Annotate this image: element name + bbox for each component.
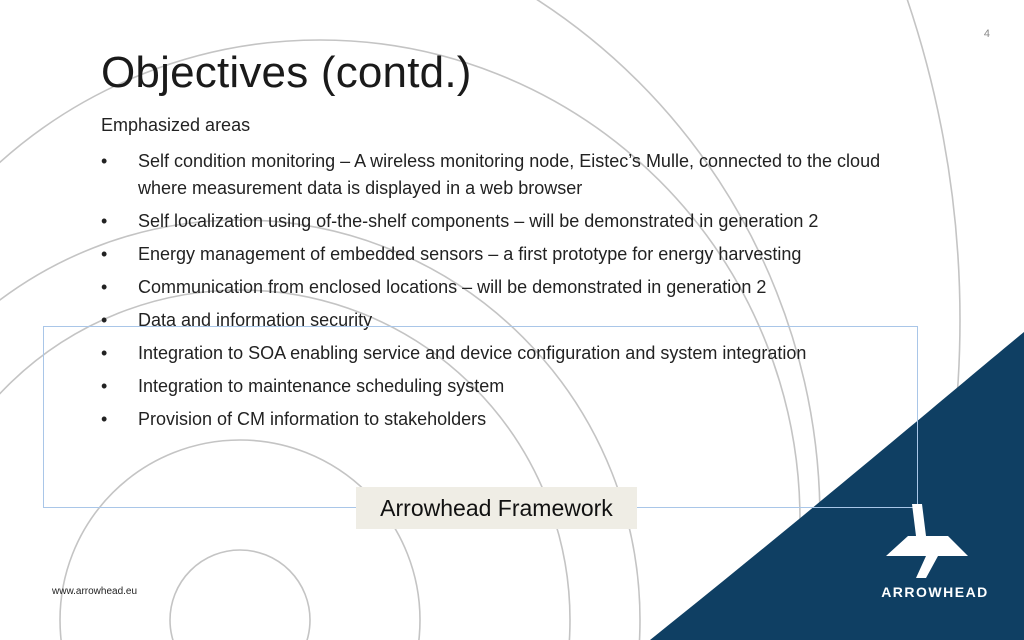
slide-subtitle: Emphasized areas xyxy=(101,115,251,135)
bullet-text: Integration to SOA enabling service and device configuration and system integration xyxy=(138,343,807,363)
bullet-text: Data and information security xyxy=(138,310,373,330)
bullet-text: Energy management of embedded sensors – a first prototype for energy harvesting xyxy=(138,244,802,264)
arrowhead-logo-text: ARROWHEAD xyxy=(881,584,989,600)
arrowhead-logo-icon xyxy=(878,502,982,578)
bullet-dot: • xyxy=(101,409,108,429)
bullet-item xyxy=(101,148,921,202)
bullet-dot: • xyxy=(101,343,108,363)
bullet-dot: • xyxy=(101,211,108,231)
bullet-item xyxy=(101,208,921,235)
footer-url: www.arrowhead.eu xyxy=(52,586,138,597)
bullet-text: Integration to maintenance scheduling system xyxy=(138,376,505,396)
bullet-dot: • xyxy=(101,376,108,396)
framework-label: Arrowhead Framework xyxy=(356,487,637,529)
bullet-item xyxy=(101,274,921,301)
bullet-text: Communication from enclosed locations – will be demonstrated in generation 2 xyxy=(138,277,767,297)
bullet-dot: • xyxy=(101,277,108,297)
page-number: 4 xyxy=(983,28,990,40)
bullet-dot: • xyxy=(101,310,108,330)
bullet-text: Self condition monitoring – A wireless monitoring node, Eistec’s Mulle, connected to the cloud where measurement data is displayed in a web browser xyxy=(138,151,881,198)
bullet-text: Provision of CM information to stakeholders xyxy=(138,409,487,429)
bullet-item xyxy=(101,241,921,268)
bullet-dot: • xyxy=(101,244,108,264)
bullet-text: Self localization using of-the-shelf components – will be demonstrated in generation 2 xyxy=(138,211,819,231)
framework-highlight-box xyxy=(43,326,918,508)
bullet-dot: • xyxy=(101,151,108,171)
slide-title: Objectives (contd.) xyxy=(101,48,472,97)
